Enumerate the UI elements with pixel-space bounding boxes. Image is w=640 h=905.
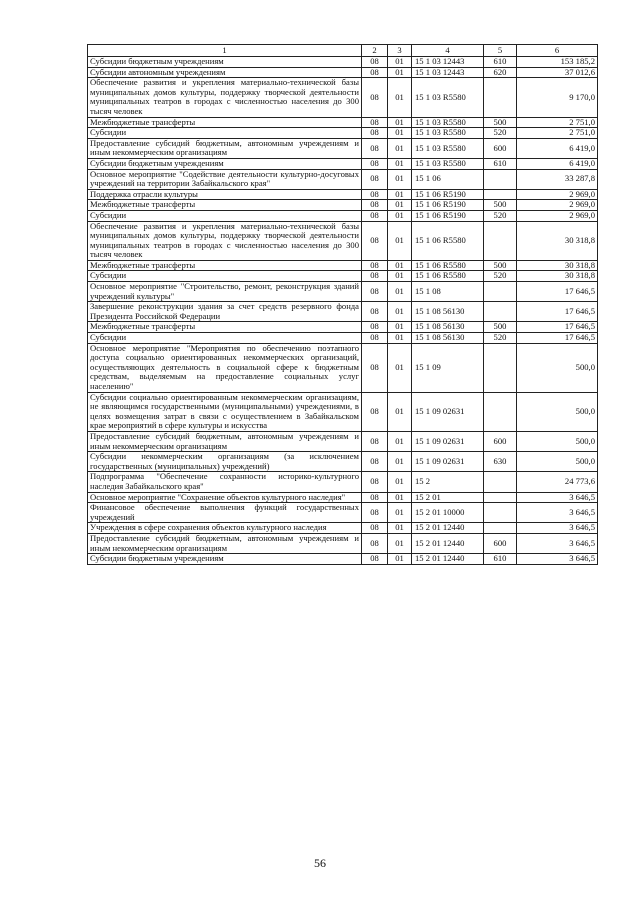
amount: 3 646,5 — [517, 554, 598, 565]
item-name: Межбюджетные трансферты — [88, 322, 362, 333]
target-article-code: 15 1 08 — [412, 282, 484, 302]
subsection-code: 01 — [388, 271, 412, 282]
table-row — [88, 128, 598, 139]
expense-type-code: 500 — [484, 260, 517, 271]
subsection-code: 01 — [388, 452, 412, 472]
amount: 17 646,5 — [517, 333, 598, 344]
target-article-code: 15 2 01 10000 — [412, 503, 484, 523]
table-row — [88, 322, 598, 333]
header-col-1: 1 — [88, 45, 362, 57]
expense-type-code: 610 — [484, 554, 517, 565]
section-code: 08 — [362, 343, 388, 392]
subsection-code: 01 — [388, 200, 412, 211]
table-row — [88, 117, 598, 128]
section-code: 08 — [362, 271, 388, 282]
amount: 9 170,0 — [517, 78, 598, 117]
subsection-code: 01 — [388, 322, 412, 333]
section-code: 08 — [362, 138, 388, 158]
section-code: 08 — [362, 503, 388, 523]
section-code: 08 — [362, 392, 388, 431]
subsection-code: 01 — [388, 333, 412, 344]
table-row — [88, 533, 598, 553]
target-article-code: 15 1 03 R5580 — [412, 78, 484, 117]
amount: 30 318,8 — [517, 221, 598, 260]
item-name: Поддержка отрасли культуры — [88, 189, 362, 200]
table-header-row — [88, 45, 598, 57]
target-article-code: 15 1 09 — [412, 343, 484, 392]
section-code: 08 — [362, 431, 388, 451]
section-code: 08 — [362, 189, 388, 200]
amount: 500,0 — [517, 431, 598, 451]
expense-type-code — [484, 503, 517, 523]
item-name: Обеспечение развития и укрепления материально-технической базы муниципальных домов культуры, поддержку творческой деятельности муниципальных театров в городах с численностью населения до 300 тысяч человек — [88, 221, 362, 260]
subsection-code: 01 — [388, 282, 412, 302]
amount: 17 646,5 — [517, 322, 598, 333]
item-name: Межбюджетные трансферты — [88, 200, 362, 211]
subsection-code: 01 — [388, 343, 412, 392]
expense-type-code — [484, 169, 517, 189]
section-code: 08 — [362, 302, 388, 322]
expense-type-code — [484, 492, 517, 503]
table-row — [88, 169, 598, 189]
amount: 6 419,0 — [517, 138, 598, 158]
table-row — [88, 189, 598, 200]
subsection-code: 01 — [388, 302, 412, 322]
item-name: Предоставление субсидий бюджетным, автономным учреждениям и иным некоммерческим организациям — [88, 533, 362, 553]
target-article-code: 15 1 09 02631 — [412, 452, 484, 472]
table-row — [88, 78, 598, 117]
section-code: 08 — [362, 554, 388, 565]
table-row — [88, 282, 598, 302]
budget-table — [87, 44, 598, 565]
expense-type-code — [484, 523, 517, 534]
target-article-code: 15 2 — [412, 472, 484, 492]
expense-type-code — [484, 302, 517, 322]
item-name: Завершение реконструкции здания за счет средств резервного фонда Президента Российской Федерации — [88, 302, 362, 322]
item-name: Основное мероприятие "Сохранение объектов культурного наследия" — [88, 492, 362, 503]
table-row — [88, 431, 598, 451]
expense-type-code: 610 — [484, 158, 517, 169]
subsection-code: 01 — [388, 492, 412, 503]
item-name: Основное мероприятие "Мероприятия по обеспечению поэтапного доступа социально ориентированных некоммерческих организаций, осуществляющих деятельность в социальной сфере к бюджетным средствам, выделяемым на предоставление социальных услуг населению" — [88, 343, 362, 392]
item-name: Субсидии — [88, 128, 362, 139]
table-row — [88, 343, 598, 392]
expense-type-code — [484, 392, 517, 431]
section-code: 08 — [362, 533, 388, 553]
table-row — [88, 554, 598, 565]
table-row — [88, 210, 598, 221]
amount: 17 646,5 — [517, 282, 598, 302]
amount: 6 419,0 — [517, 158, 598, 169]
target-article-code: 15 1 03 R5580 — [412, 117, 484, 128]
section-code: 08 — [362, 333, 388, 344]
amount: 3 646,5 — [517, 533, 598, 553]
page-number: 56 — [314, 856, 326, 870]
expense-type-code — [484, 78, 517, 117]
section-code: 08 — [362, 472, 388, 492]
item-name: Субсидии автономным учреждениям — [88, 67, 362, 78]
amount: 30 318,8 — [517, 271, 598, 282]
table-row — [88, 200, 598, 211]
section-code: 08 — [362, 221, 388, 260]
item-name: Предоставление субсидий бюджетным, автономным учреждениям и иным некоммерческим организациям — [88, 138, 362, 158]
section-code: 08 — [362, 523, 388, 534]
target-article-code: 15 1 03 R5580 — [412, 128, 484, 139]
amount: 3 646,5 — [517, 523, 598, 534]
amount: 500,0 — [517, 452, 598, 472]
expense-type-code — [484, 221, 517, 260]
target-article-code: 15 1 08 56130 — [412, 322, 484, 333]
item-name: Субсидии бюджетным учреждениям — [88, 554, 362, 565]
subsection-code: 01 — [388, 260, 412, 271]
table-row — [88, 302, 598, 322]
table-row — [88, 158, 598, 169]
target-article-code: 15 1 03 R5580 — [412, 138, 484, 158]
item-name: Субсидии социально ориентированным некоммерческим организациям, не являющимся государственными (муниципальными) учреждениями, в целях возмещения затрат в связи с осуществлением в Забайкальском крае мероприятий в сфере культуры и искусства — [88, 392, 362, 431]
section-code: 08 — [362, 78, 388, 117]
amount: 37 012,6 — [517, 67, 598, 78]
amount: 33 287,8 — [517, 169, 598, 189]
table-row — [88, 271, 598, 282]
section-code: 08 — [362, 169, 388, 189]
amount: 500,0 — [517, 392, 598, 431]
section-code: 08 — [362, 282, 388, 302]
target-article-code: 15 1 03 12443 — [412, 67, 484, 78]
section-code: 08 — [362, 200, 388, 211]
target-article-code: 15 1 06 R5580 — [412, 221, 484, 260]
item-name: Субсидии бюджетным учреждениям — [88, 158, 362, 169]
header-col-4: 4 — [412, 45, 484, 57]
expense-type-code: 600 — [484, 138, 517, 158]
amount: 2 751,0 — [517, 117, 598, 128]
table-row — [88, 452, 598, 472]
budget-table-page — [87, 44, 597, 565]
table-row — [88, 523, 598, 534]
item-name: Подпрограмма "Обеспечение сохранности историко-культурного наследия Забайкальского края" — [88, 472, 362, 492]
amount: 30 318,8 — [517, 260, 598, 271]
expense-type-code: 520 — [484, 333, 517, 344]
expense-type-code: 520 — [484, 271, 517, 282]
table-body — [88, 57, 598, 565]
section-code: 08 — [362, 117, 388, 128]
subsection-code: 01 — [388, 57, 412, 68]
header-col-6: 6 — [517, 45, 598, 57]
table-row — [88, 57, 598, 68]
item-name: Предоставление субсидий бюджетным, автономным учреждениям и иным некоммерческим организациям — [88, 431, 362, 451]
subsection-code: 01 — [388, 78, 412, 117]
subsection-code: 01 — [388, 533, 412, 553]
amount: 2 969,0 — [517, 210, 598, 221]
header-col-2: 2 — [362, 45, 388, 57]
item-name: Субсидии — [88, 210, 362, 221]
subsection-code: 01 — [388, 210, 412, 221]
subsection-code: 01 — [388, 503, 412, 523]
table-row — [88, 472, 598, 492]
target-article-code: 15 1 08 56130 — [412, 302, 484, 322]
expense-type-code: 610 — [484, 57, 517, 68]
amount: 3 646,5 — [517, 503, 598, 523]
amount: 3 646,5 — [517, 492, 598, 503]
table-row — [88, 492, 598, 503]
target-article-code: 15 1 09 02631 — [412, 392, 484, 431]
item-name: Учреждения в сфере сохранения объектов культурного наследия — [88, 523, 362, 534]
target-article-code: 15 1 03 R5580 — [412, 158, 484, 169]
section-code: 08 — [362, 452, 388, 472]
subsection-code: 01 — [388, 67, 412, 78]
item-name: Субсидии — [88, 271, 362, 282]
subsection-code: 01 — [388, 189, 412, 200]
expense-type-code: 600 — [484, 533, 517, 553]
section-code: 08 — [362, 67, 388, 78]
amount: 2 969,0 — [517, 200, 598, 211]
expense-type-code: 500 — [484, 200, 517, 211]
expense-type-code: 630 — [484, 452, 517, 472]
section-code: 08 — [362, 210, 388, 221]
subsection-code: 01 — [388, 138, 412, 158]
section-code: 08 — [362, 322, 388, 333]
expense-type-code: 520 — [484, 128, 517, 139]
target-article-code: 15 1 06 R5190 — [412, 210, 484, 221]
amount: 24 773,6 — [517, 472, 598, 492]
table-row — [88, 503, 598, 523]
expense-type-code: 500 — [484, 322, 517, 333]
amount: 17 646,5 — [517, 302, 598, 322]
table-row — [88, 138, 598, 158]
amount: 153 185,2 — [517, 57, 598, 68]
subsection-code: 01 — [388, 472, 412, 492]
target-article-code: 15 1 06 R5190 — [412, 200, 484, 211]
item-name: Основное мероприятие "Строительство, ремонт, реконструкция зданий учреждений культуры" — [88, 282, 362, 302]
table-row — [88, 392, 598, 431]
table-row — [88, 221, 598, 260]
section-code: 08 — [362, 57, 388, 68]
expense-type-code: 620 — [484, 67, 517, 78]
expense-type-code: 520 — [484, 210, 517, 221]
section-code: 08 — [362, 128, 388, 139]
item-name: Обеспечение развития и укрепления материально-технической базы муниципальных домов культуры, поддержку творческой деятельности муниципальных театров в городах с численностью населения до 300 тысяч человек — [88, 78, 362, 117]
section-code: 08 — [362, 158, 388, 169]
target-article-code: 15 2 01 12440 — [412, 523, 484, 534]
subsection-code: 01 — [388, 158, 412, 169]
item-name: Межбюджетные трансферты — [88, 260, 362, 271]
amount: 500,0 — [517, 343, 598, 392]
target-article-code: 15 1 08 56130 — [412, 333, 484, 344]
target-article-code: 15 1 06 R5580 — [412, 271, 484, 282]
expense-type-code — [484, 189, 517, 200]
amount: 2 751,0 — [517, 128, 598, 139]
subsection-code: 01 — [388, 221, 412, 260]
item-name: Межбюджетные трансферты — [88, 117, 362, 128]
subsection-code: 01 — [388, 392, 412, 431]
subsection-code: 01 — [388, 523, 412, 534]
target-article-code: 15 1 06 — [412, 169, 484, 189]
item-name: Финансовое обеспечение выполнения функций государственных учреждений — [88, 503, 362, 523]
target-article-code: 15 1 09 02631 — [412, 431, 484, 451]
item-name: Субсидии — [88, 333, 362, 344]
expense-type-code — [484, 472, 517, 492]
section-code: 08 — [362, 260, 388, 271]
target-article-code: 15 2 01 — [412, 492, 484, 503]
subsection-code: 01 — [388, 117, 412, 128]
subsection-code: 01 — [388, 128, 412, 139]
expense-type-code: 600 — [484, 431, 517, 451]
subsection-code: 01 — [388, 169, 412, 189]
item-name: Субсидии некоммерческим организациям (за исключением государственных (муниципальных) учреждений) — [88, 452, 362, 472]
section-code: 08 — [362, 492, 388, 503]
target-article-code: 15 2 01 12440 — [412, 533, 484, 553]
subsection-code: 01 — [388, 431, 412, 451]
amount: 2 969,0 — [517, 189, 598, 200]
target-article-code: 15 1 06 R5190 — [412, 189, 484, 200]
target-article-code: 15 1 06 R5580 — [412, 260, 484, 271]
expense-type-code: 500 — [484, 117, 517, 128]
expense-type-code — [484, 343, 517, 392]
expense-type-code — [484, 282, 517, 302]
item-name: Субсидии бюджетным учреждениям — [88, 57, 362, 68]
table-row — [88, 67, 598, 78]
item-name: Основное мероприятие "Содействие деятельности культурно-досуговых учреждений на территории Забайкальского края" — [88, 169, 362, 189]
target-article-code: 15 1 03 12443 — [412, 57, 484, 68]
table-row — [88, 333, 598, 344]
header-col-3: 3 — [388, 45, 412, 57]
table-row — [88, 260, 598, 271]
header-col-5: 5 — [484, 45, 517, 57]
subsection-code: 01 — [388, 554, 412, 565]
target-article-code: 15 2 01 12440 — [412, 554, 484, 565]
